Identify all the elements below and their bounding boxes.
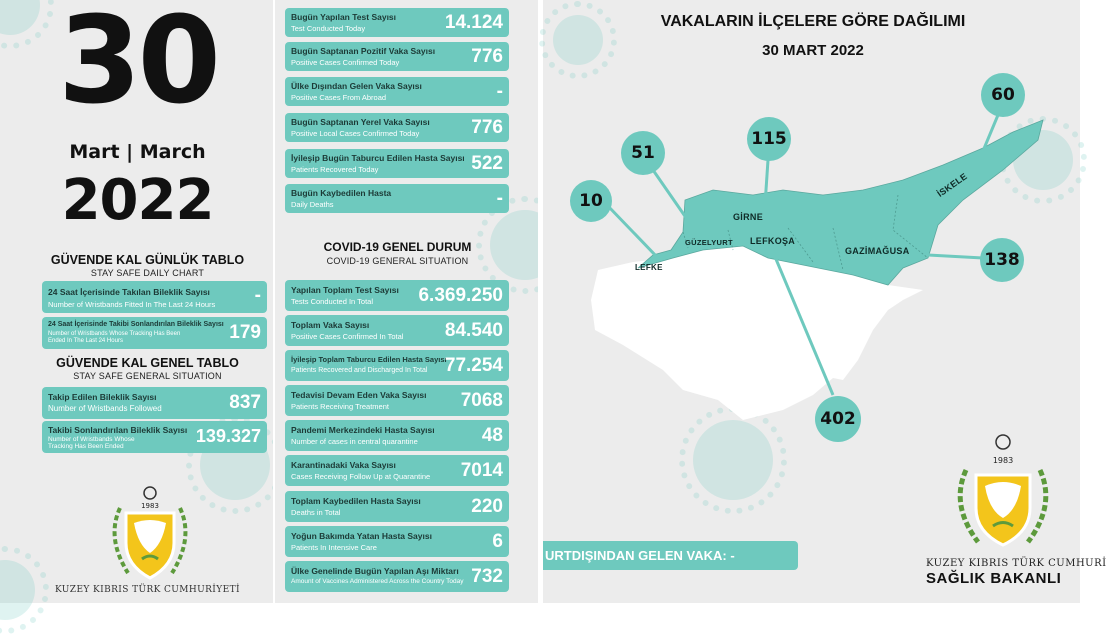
today-stat-box: [285, 113, 509, 142]
stat-sublabel: Deaths in Total: [291, 508, 341, 517]
stat-label: Takip Edilen Bileklik Sayısı: [48, 392, 157, 402]
general-status-box: [285, 315, 509, 346]
ministry-name: SAĞLIK BAKANLI: [926, 570, 1062, 587]
stat-sublabel: Positive Cases Confirmed In Total: [291, 332, 404, 341]
today-stat-box: [285, 149, 509, 178]
general-status-box: [285, 350, 509, 381]
stat-value: -: [496, 188, 503, 209]
stat-sublabel: Number of Wristbands Whose Tracking Has Been Ended In The Last 24 Hours: [48, 331, 181, 344]
today-stat-box: [285, 77, 509, 106]
stat-value: -: [496, 81, 503, 102]
district-label-iskele: İSKELE: [935, 171, 970, 199]
general-status-box: [285, 561, 509, 592]
bubble-gazimagusa: 138: [980, 238, 1024, 282]
stat-value: 732: [471, 566, 503, 587]
stat-sublabel: Positive Cases From Abroad: [291, 93, 387, 102]
stat-value: 179: [229, 322, 261, 343]
stat-label: 24 Saat İçerisinde Takibi Sonlandırılan Bileklik Sayısı: [48, 321, 224, 328]
stat-sublabel: Number of cases in central quarantine: [291, 437, 418, 446]
district-label-girne: GİRNE: [733, 212, 764, 222]
ministry-organization: KUZEY KIBRIS TÜRK CUMHURİ: [926, 558, 1107, 569]
daily-chart-title: GÜVENDE KAL GÜNLÜK TABLO: [50, 253, 245, 267]
stat-label: Toplam Kaybedilen Hasta Sayısı: [291, 496, 421, 506]
left-panel: [0, 0, 275, 603]
stat-sublabel: Cases Receiving Follow Up at Quarantine: [291, 472, 431, 481]
stat-value: -: [254, 285, 261, 306]
date-day: 30: [58, 0, 217, 131]
emblem-year: 1983: [992, 456, 1014, 465]
stat-sublabel: Tests Conducted In Total: [291, 297, 373, 306]
ministry-emblem: [948, 430, 1058, 555]
bubble-guzelyurt: 51: [621, 131, 665, 175]
stat-label: Bugün Saptanan Yerel Vaka Sayısı: [291, 117, 430, 127]
general-stat-box: [42, 387, 267, 419]
stat-label: İyileşip Toplam Taburcu Edilen Hasta Sayısı: [291, 355, 447, 364]
stat-label: Bugün Yapılan Test Sayısı: [291, 12, 397, 22]
stat-value: 837: [229, 392, 261, 413]
stat-sublabel: Patients Recovered and Discharged In Total: [291, 367, 428, 374]
virus-decoration: [0, 560, 35, 620]
stat-value: 7014: [460, 460, 503, 481]
stat-sublabel: Number of Wristbands Followed: [48, 404, 162, 413]
general-status-box: [285, 491, 509, 522]
stat-value: 7068: [460, 390, 503, 411]
stat-label: İyileşip Bugün Taburcu Edilen Hasta Sayısı: [291, 153, 465, 163]
bubble-lefke: 10: [570, 180, 612, 222]
general-status-box: [285, 420, 509, 451]
general-chart-title: GÜVENDE KAL GENEL TABLO: [56, 356, 239, 370]
ministry-emblem: [100, 483, 200, 588]
bubble-girne: 115: [747, 117, 791, 161]
stat-value: 139.327: [195, 426, 261, 446]
stat-label: Karantinadaki Vaka Sayısı: [291, 460, 396, 470]
general-stat-box: [42, 421, 267, 453]
stat-label: Yoğun Bakımda Yatan Hasta Sayısı: [291, 531, 432, 541]
general-status-box: [285, 455, 509, 486]
general-status-box: [285, 385, 509, 416]
stat-label: Bugün Saptanan Pozitif Vaka Sayısı: [291, 46, 436, 56]
stat-sublabel: Daily Deaths: [291, 200, 334, 209]
stat-value: 48: [481, 425, 503, 446]
general-chart-subtitle: STAY SAFE GENERAL SITUATION: [73, 371, 222, 381]
stat-label: Takibi Sonlandırılan Bileklik Sayısı: [48, 425, 188, 435]
stat-value: 776: [471, 46, 503, 67]
stat-value: 6: [492, 531, 503, 552]
stat-sublabel: Positive Local Cases Confirmed Today: [291, 129, 420, 138]
map-title: VAKALARIN İLÇELERE GÖRE DAĞILIMI: [660, 13, 966, 30]
date-month: Mart | March: [69, 141, 206, 163]
stat-value: 220: [471, 496, 503, 517]
stat-value: 522: [471, 153, 503, 174]
map-date: 30 MART 2022: [762, 42, 864, 59]
daily-stat-box: [42, 281, 267, 313]
stat-label: Tedavisi Devam Eden Vaka Sayısı: [291, 390, 427, 400]
general-status-title: COVID-19 GENEL DURUM: [323, 240, 472, 254]
general-status-subtitle: COVID-19 GENERAL SITUATION: [326, 256, 469, 266]
right-panel: [543, 0, 1107, 603]
middle-panel: [275, 0, 540, 603]
bubble-iskele: 60: [981, 73, 1025, 117]
stat-value: 14.124: [444, 12, 503, 33]
district-label-lefke: LEFKE: [635, 263, 663, 272]
general-status-box: [285, 280, 509, 311]
stat-sublabel: Patients In Intensive Care: [291, 543, 377, 552]
today-stat-box: [285, 8, 509, 37]
district-label-gazimagusa: GAZİMAĞUSA: [845, 246, 910, 256]
bubble-lefkosa: 402: [815, 396, 861, 442]
stat-label: Bugün Kaybedilen Hasta: [291, 188, 392, 198]
stat-label: 24 Saat İçerisinde Takılan Bileklik Sayısı: [48, 287, 210, 297]
stat-label: Ülke Genelinde Bugün Yapılan Aşı Miktarı: [291, 566, 459, 576]
today-stat-box: [285, 184, 509, 213]
stat-label: Ülke Dışından Gelen Vaka Sayısı: [291, 81, 422, 91]
date-year: 2022: [61, 168, 214, 233]
abroad-cases-banner: URTDIŞINDAN GELEN VAKA: -: [543, 541, 798, 570]
stat-sublabel: Amount of Vaccines Administered Across the Country Today: [291, 578, 464, 585]
district-label-lefkosa: LEFKOŞA: [750, 236, 796, 246]
stat-sublabel: Number of Wristbands Fitted In The Last 24 Hours: [48, 300, 216, 309]
emblem-year: 1983: [141, 502, 159, 510]
stat-value: 6.369.250: [418, 285, 503, 306]
daily-chart-subtitle: STAY SAFE DAILY CHART: [90, 268, 205, 278]
stat-label: Pandemi Merkezindeki Hasta Sayısı: [291, 425, 435, 435]
stat-value: 776: [471, 117, 503, 138]
daily-stat-box: [42, 317, 267, 349]
today-stat-box: [285, 42, 509, 71]
stat-label: Yapılan Toplam Test Sayısı: [291, 285, 399, 295]
stat-sublabel: Positive Cases Confirmed Today: [291, 58, 400, 67]
district-label-guzelyurt: GÜZELYURT: [685, 238, 733, 247]
stat-sublabel: Test Conducted Today: [291, 24, 366, 33]
stat-label: Toplam Vaka Sayısı: [291, 320, 370, 330]
general-status-box: [285, 526, 509, 557]
footer-organization: KUZEY KIBRIS TÜRK CUMHURİYETİ: [55, 585, 240, 595]
stat-value: 77.254: [444, 355, 503, 376]
stat-sublabel: Patients Receiving Treatment: [291, 402, 389, 411]
stat-sublabel: Number of Wristbands Whose Tracking Has Been Ended: [48, 436, 135, 450]
stat-value: 84.540: [444, 320, 503, 341]
stat-sublabel: Patients Recovered Today: [291, 165, 379, 174]
